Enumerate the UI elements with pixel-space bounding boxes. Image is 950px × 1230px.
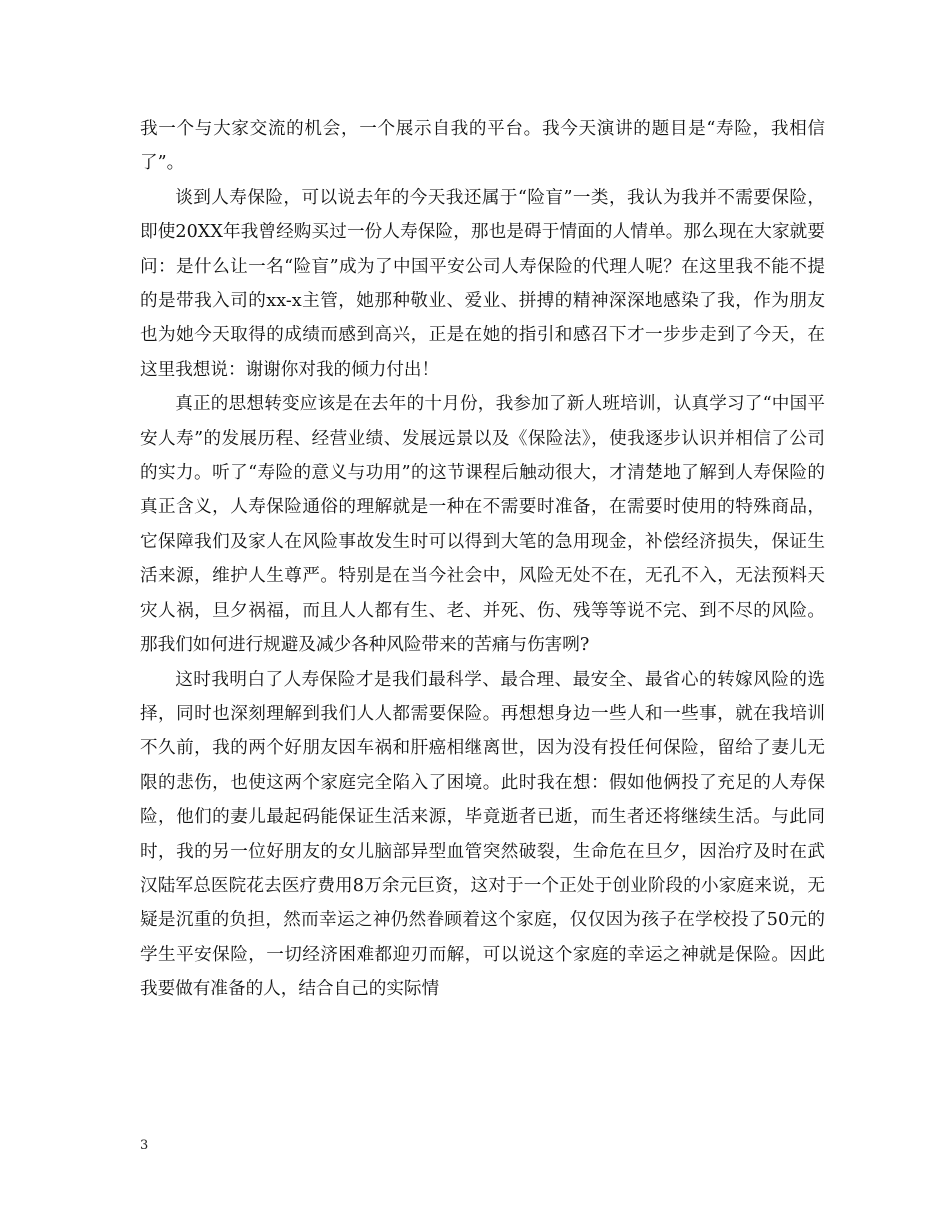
paragraph-1: 我一个与大家交流的机会，一个展示自我的平台。我今天演讲的题目是“寿险，我相信了”。	[140, 119, 825, 174]
document-body	[140, 112, 825, 1007]
paragraph-3: 真正的思想转变应该是在去年的十月份，我参加了新人班培训，认真学习了“中国平安人寿”的发展历程、经营业绩、发展远景以及《保险法》，使我逐步认识并相信了公司的实力。听了“寿险的意义与功用”的这节课程后触动很大，才清楚地了解到人寿保险的真正含义，人寿保险通俗的理解就是一种在不需要时准备，在需要时使用的特殊商品，它保障我们及家人在风险事故发生时可以得到大笔的急用现金，补偿经济损失，保证生活来源，维护人生尊严。特别是在当今社会中，风险无处不在，无孔不入，无法预料天灾人祸，旦夕祸福，而且人人都有生、老、并死、伤、残等等说不完、到不尽的风险。那我们如何进行规避及减少各种风险带来的苦痛与伤害咧?	[140, 394, 825, 656]
page-number: 3	[140, 1138, 149, 1153]
paragraph-2: 谈到人寿保险，可以说去年的今天我还属于“险盲”一类，我认为我并不需要保险，即使20XX年我曾经购买过一份人寿保险，那也是碍于情面的人情单。那么现在大家就要问：是什么让一名“险盲”成为了中国平安公司人寿保险的代理人呢？在这里我不能不提的是带我入司的xx-x主管，她那种敬业、爱业、拼搏的精神深深地感染了我，作为朋友也为她今天取得的成绩而感到高兴，正是在她的指引和感召下才一步步走到了今天，在这里我想说：谢谢你对我的倾力付出！	[140, 187, 825, 380]
paragraph-4: 这时我明白了人寿保险才是我们最科学、最合理、最安全、最省心的转嫁风险的选择，同时也深刻理解到我们人人都需要保险。再想想身边一些人和一些事，就在我培训不久前，我的两个好朋友因车祸和肝癌相继离世，因为没有投任何保险，留给了妻儿无限的悲伤，也使这两个家庭完全陷入了困境。此时我在想：假如他俩投了充足的人寿保险，他们的妻儿最起码能保证生活来源，毕竟逝者已逝，而生者还将继续生活。与此同时，我的另一位好朋友的女儿脑部异型血管突然破裂，生命危在旦夕，因治疗及时在武汉陆军总医院花去医疗费用8万余元巨资，这对于一个正处于创业阶段的小家庭来说，无疑是沉重的负担，然而幸运之神仍然眷顾着这个家庭，仅仅因为孩子在学校投了50元的学生平安保险，一切经济困难都迎刃而解，可以说这个家庭的幸运之神就是保险。因此我要做有准备的人，结合自己的实际情	[140, 669, 825, 1000]
